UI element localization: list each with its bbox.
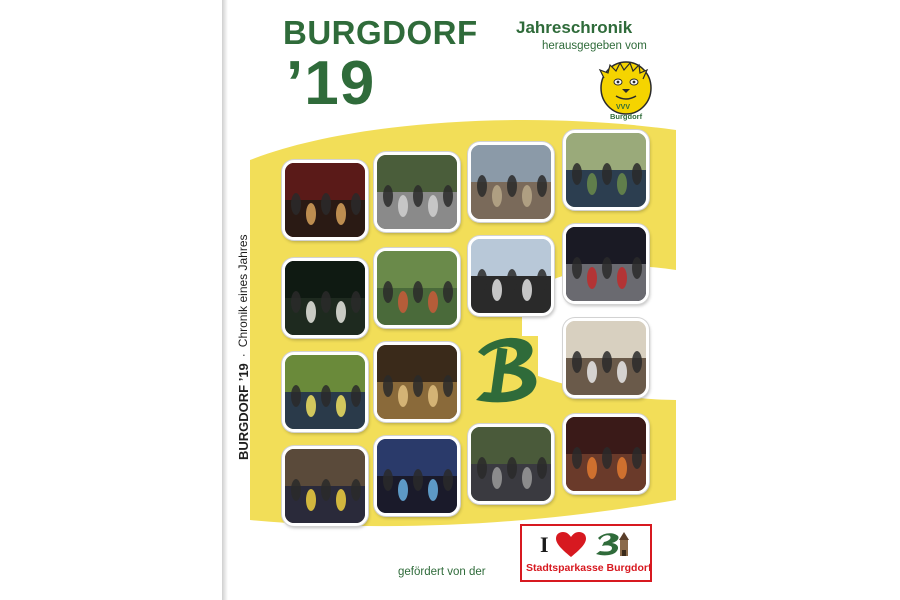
photo-runners bbox=[374, 152, 460, 232]
photo-figure bbox=[351, 291, 361, 313]
spine-shadow bbox=[222, 0, 228, 600]
photo-handshake bbox=[282, 446, 368, 526]
photo-figure bbox=[321, 479, 331, 501]
photo-figure bbox=[507, 457, 517, 479]
photo-figure bbox=[306, 301, 316, 323]
photo-figure bbox=[632, 163, 642, 185]
photo-figure bbox=[602, 163, 612, 185]
photo-figure bbox=[291, 385, 301, 407]
photo-figure bbox=[572, 257, 582, 279]
photo-figure bbox=[351, 385, 361, 407]
photo-figure bbox=[383, 185, 393, 207]
photo-figure bbox=[617, 173, 627, 195]
cover-year: ’19 bbox=[286, 49, 376, 118]
sponsor-i-text: I bbox=[540, 532, 549, 557]
photo-fountain-square bbox=[468, 142, 554, 222]
photo-figure bbox=[413, 185, 423, 207]
photo-figure bbox=[477, 175, 487, 197]
photo-market-stalls bbox=[374, 342, 460, 422]
photo-figure bbox=[321, 385, 331, 407]
photo-marching-band bbox=[468, 236, 554, 316]
logo-vvv-text: VVV bbox=[616, 104, 631, 111]
photo-dancers bbox=[282, 258, 368, 338]
sponsor-prefix: gefördert von der bbox=[398, 566, 486, 578]
photo-figure bbox=[351, 193, 361, 215]
photo-figure bbox=[572, 447, 582, 469]
spine-title: BURGDORF ’19 bbox=[235, 363, 251, 460]
photo-figure bbox=[617, 457, 627, 479]
photo-figure bbox=[492, 185, 502, 207]
photo-figure bbox=[587, 173, 597, 195]
photo-figure bbox=[413, 375, 423, 397]
photo-rock-band bbox=[563, 414, 649, 494]
photo-figure bbox=[602, 257, 612, 279]
photo-concert-hall bbox=[374, 436, 460, 516]
photo-figure bbox=[492, 467, 502, 489]
photo-figure bbox=[383, 281, 393, 303]
photo-figure bbox=[522, 279, 532, 301]
photo-figure bbox=[428, 479, 438, 501]
publisher-line: herausgegeben vom bbox=[542, 40, 647, 52]
sponsor-name: Stadtsparkasse Burgdorf bbox=[526, 562, 652, 574]
photo-figure bbox=[492, 279, 502, 301]
photo-figure bbox=[398, 291, 408, 313]
photo-figure bbox=[413, 281, 423, 303]
photo-park-event bbox=[282, 352, 368, 432]
photo-figure bbox=[383, 469, 393, 491]
photo-figure bbox=[587, 267, 597, 289]
photo-figure bbox=[428, 291, 438, 313]
photo-figure bbox=[443, 469, 453, 491]
photo-figure bbox=[632, 447, 642, 469]
photo-figure bbox=[477, 457, 487, 479]
photo-exhibition bbox=[563, 318, 649, 398]
photo-figure bbox=[507, 175, 517, 197]
photo-figure bbox=[291, 291, 301, 313]
photo-figure bbox=[522, 467, 532, 489]
photo-figure bbox=[537, 175, 547, 197]
photo-figure bbox=[443, 375, 453, 397]
photo-figure bbox=[306, 395, 316, 417]
photo-figure bbox=[398, 479, 408, 501]
chronik-heading: Jahreschronik bbox=[516, 18, 633, 37]
photo-figure bbox=[383, 375, 393, 397]
photo-figure bbox=[537, 457, 547, 479]
photo-figure bbox=[413, 469, 423, 491]
photo-figure bbox=[336, 489, 346, 511]
photo-figure bbox=[428, 385, 438, 407]
burgdorf-b-logo-icon bbox=[470, 330, 556, 410]
photo-figure bbox=[291, 193, 301, 215]
photo-figure bbox=[443, 281, 453, 303]
photo-figure bbox=[321, 291, 331, 313]
photo-stage-speakers bbox=[563, 224, 649, 304]
photo-figure bbox=[443, 185, 453, 207]
photo-figure bbox=[321, 193, 331, 215]
photo-outdoor-crowd bbox=[563, 130, 649, 210]
photo-figure bbox=[306, 489, 316, 511]
photo-figure bbox=[351, 479, 361, 501]
logo-burgdorf-text: Burgdorf bbox=[610, 112, 643, 121]
spine-subtitle: Chronik eines Jahres bbox=[236, 234, 250, 348]
sparkasse-logo bbox=[520, 524, 652, 582]
photo-figure bbox=[507, 269, 517, 291]
photo-figure bbox=[587, 457, 597, 479]
photo-figure bbox=[617, 267, 627, 289]
heart-icon bbox=[556, 532, 586, 558]
church-tower-icon bbox=[594, 530, 630, 558]
photo-stage-band bbox=[282, 160, 368, 240]
photo-figure bbox=[632, 257, 642, 279]
photo-figure bbox=[632, 351, 642, 373]
photo-figure bbox=[428, 195, 438, 217]
photo-figure bbox=[572, 351, 582, 373]
photo-figure bbox=[522, 185, 532, 207]
photo-figure bbox=[617, 361, 627, 383]
spine bbox=[232, 140, 254, 460]
photo-figure bbox=[336, 203, 346, 225]
photo-figure bbox=[537, 269, 547, 291]
cover-title: BURGDORF bbox=[283, 14, 478, 51]
photo-figure bbox=[602, 447, 612, 469]
photo-figure bbox=[602, 351, 612, 373]
photo-figure bbox=[587, 361, 597, 383]
spine-separator: · bbox=[236, 353, 250, 358]
photo-festival-tent bbox=[468, 424, 554, 504]
photo-figure bbox=[572, 163, 582, 185]
photo-figure bbox=[477, 269, 487, 291]
photo-figure bbox=[398, 385, 408, 407]
photo-figure bbox=[336, 395, 346, 417]
photo-horse-riders bbox=[374, 248, 460, 328]
photo-figure bbox=[398, 195, 408, 217]
photo-figure bbox=[291, 479, 301, 501]
photo-figure bbox=[306, 203, 316, 225]
photo-figure bbox=[336, 301, 346, 323]
